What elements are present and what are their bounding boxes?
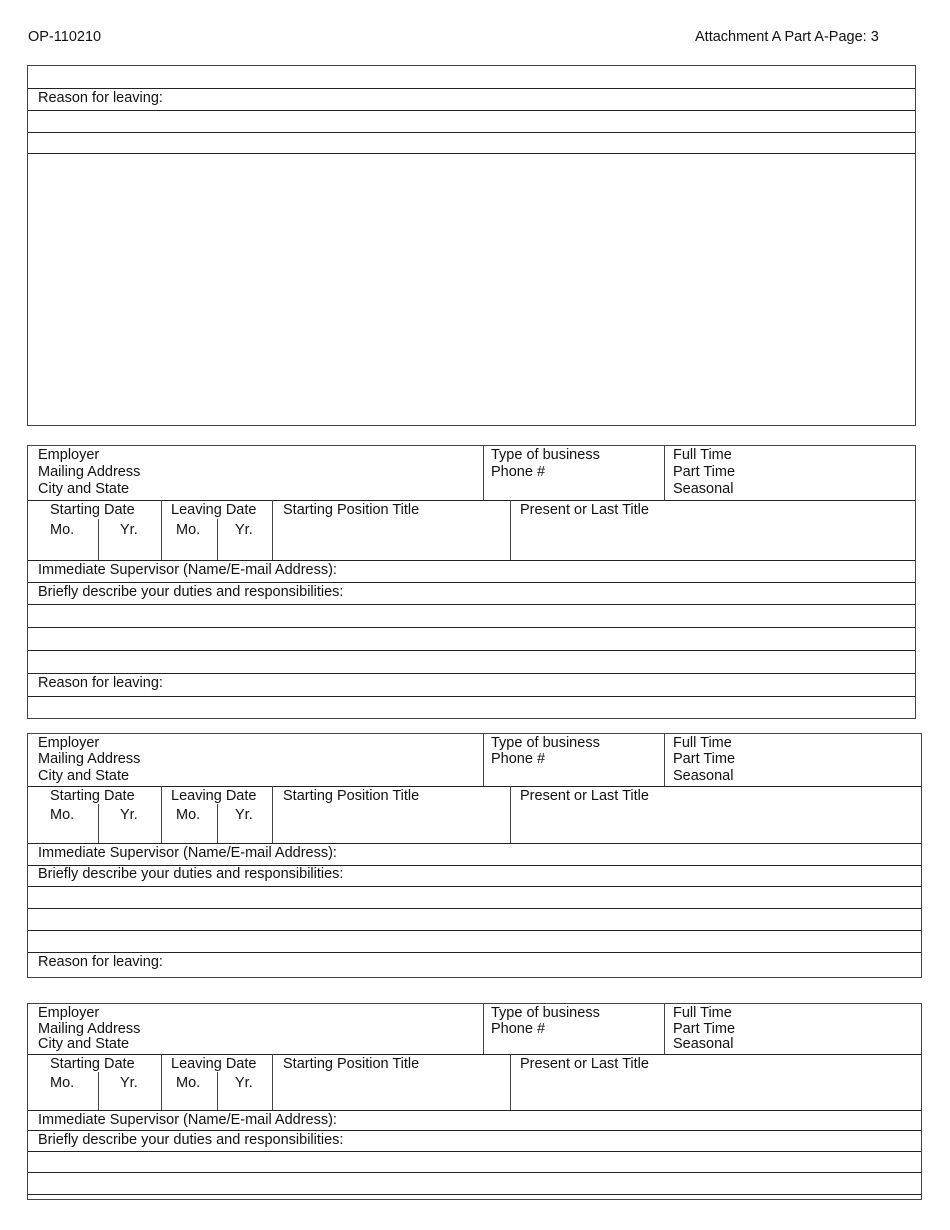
city-state-label: City and State bbox=[38, 1036, 130, 1053]
employment-block-2 bbox=[27, 733, 922, 978]
type-of-business-label: Type of business bbox=[491, 447, 600, 463]
type-of-business-label: Type of business bbox=[491, 1004, 600, 1021]
immediate-supervisor-label: Immediate Supervisor (Name/E-mail Address): bbox=[38, 562, 337, 578]
city-state-label: City and State bbox=[38, 767, 130, 784]
starting-date-label: Starting Date bbox=[50, 502, 135, 518]
employment-block-1 bbox=[27, 445, 916, 719]
full-time-label: Full Time bbox=[673, 734, 732, 751]
phone-label: Phone # bbox=[491, 1020, 546, 1037]
part-time-label: Part Time bbox=[673, 751, 736, 768]
city-state-label: City and State bbox=[38, 481, 130, 497]
starting-date-label: Starting Date bbox=[50, 787, 135, 804]
starting-position-title-label: Starting Position Title bbox=[283, 787, 420, 804]
leave-month-label: Mo. bbox=[176, 806, 201, 823]
starting-position-title-label: Starting Position Title bbox=[283, 502, 420, 518]
start-month-label: Mo. bbox=[50, 806, 75, 823]
employer-label: Employer bbox=[38, 734, 100, 751]
leave-year-label: Yr. bbox=[235, 806, 253, 823]
start-year-label: Yr. bbox=[120, 806, 138, 823]
seasonal-label: Seasonal bbox=[673, 767, 734, 784]
leave-year-label: Yr. bbox=[235, 522, 253, 538]
employer-label: Employer bbox=[38, 447, 100, 463]
start-month-label: Mo. bbox=[50, 1074, 75, 1091]
reason-for-leaving-label: Reason for leaving: bbox=[38, 90, 163, 106]
employment-block-partial bbox=[27, 65, 916, 426]
present-or-last-title-label: Present or Last Title bbox=[520, 1056, 649, 1072]
leave-month-label: Mo. bbox=[176, 1074, 201, 1091]
mailing-address-label: Mailing Address bbox=[38, 751, 141, 768]
full-time-label: Full Time bbox=[673, 447, 732, 463]
leaving-date-label: Leaving Date bbox=[171, 502, 257, 518]
immediate-supervisor-label: Immediate Supervisor (Name/E-mail Address): bbox=[38, 1111, 337, 1128]
leave-month-label: Mo. bbox=[176, 522, 201, 538]
duties-label: Briefly describe your duties and responsibilities: bbox=[38, 584, 344, 600]
reason-for-leaving-label: Reason for leaving: bbox=[38, 953, 163, 970]
phone-label: Phone # bbox=[491, 751, 546, 768]
employment-block-3 bbox=[27, 1003, 922, 1200]
leave-year-label: Yr. bbox=[235, 1074, 253, 1091]
present-or-last-title-label: Present or Last Title bbox=[520, 787, 649, 804]
duties-label: Briefly describe your duties and responsibilities: bbox=[38, 1132, 344, 1149]
seasonal-label: Seasonal bbox=[673, 481, 734, 497]
type-of-business-label: Type of business bbox=[491, 734, 600, 751]
full-time-label: Full Time bbox=[673, 1004, 732, 1021]
employer-label: Employer bbox=[38, 1004, 100, 1021]
start-year-label: Yr. bbox=[120, 1074, 138, 1091]
immediate-supervisor-label: Immediate Supervisor (Name/E-mail Address): bbox=[38, 845, 337, 862]
form-code: OP-110210 bbox=[28, 29, 102, 45]
present-or-last-title-label: Present or Last Title bbox=[520, 502, 649, 518]
start-month-label: Mo. bbox=[50, 522, 75, 538]
reason-for-leaving-label: Reason for leaving: bbox=[38, 675, 163, 691]
phone-label: Phone # bbox=[491, 464, 546, 480]
seasonal-label: Seasonal bbox=[673, 1036, 734, 1053]
leaving-date-label: Leaving Date bbox=[171, 1056, 257, 1072]
starting-date-label: Starting Date bbox=[50, 1056, 135, 1072]
mailing-address-label: Mailing Address bbox=[38, 464, 141, 480]
mailing-address-label: Mailing Address bbox=[38, 1020, 141, 1037]
leaving-date-label: Leaving Date bbox=[171, 787, 257, 804]
start-year-label: Yr. bbox=[120, 522, 138, 538]
duties-label: Briefly describe your duties and responsibilities: bbox=[38, 866, 344, 883]
part-time-label: Part Time bbox=[673, 464, 736, 480]
part-time-label: Part Time bbox=[673, 1020, 736, 1037]
starting-position-title-label: Starting Position Title bbox=[283, 1056, 420, 1072]
page-label: Attachment A Part A-Page: 3 bbox=[695, 29, 879, 45]
